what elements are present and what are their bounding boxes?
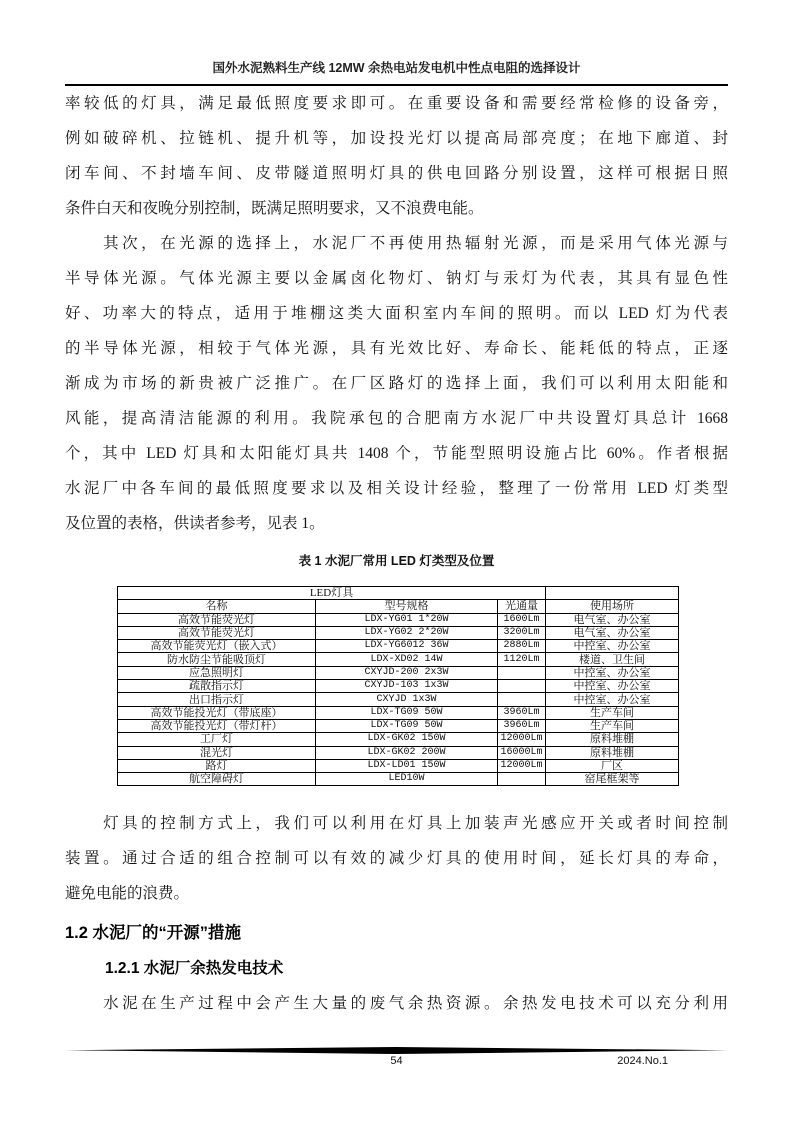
column-header-name: 名称 <box>118 600 316 613</box>
table-cell: 楼道、卫生间 <box>546 653 679 666</box>
text-line: 及位置的表格，供读者参考，见表 1。 <box>65 515 325 532</box>
table-row <box>118 706 679 719</box>
text-line: 例如破碎机、拉链机、提升机等，加设投光灯以提高局部亮度；在地下廊道、封 <box>65 130 728 147</box>
table-cell: 生产车间 <box>546 706 679 719</box>
table-row <box>118 680 679 693</box>
table-row <box>118 666 679 679</box>
table-group-header: LED灯具 <box>118 587 546 600</box>
table-cell: 窑尾框架等 <box>546 773 679 786</box>
column-header-luminous-flux: 光通量 <box>498 600 546 613</box>
column-header-model: 型号规格 <box>316 600 498 613</box>
table-cell <box>498 773 546 786</box>
table-cell: 电气室、办公室 <box>546 613 679 626</box>
table-row <box>118 773 679 786</box>
table-cell <box>498 666 546 679</box>
table-cell: 中控室、办公室 <box>546 680 679 693</box>
table-row <box>118 746 679 759</box>
table-cell: LDX-TG09 50W <box>316 706 498 719</box>
table-caption: 表 1 水泥厂常用 LED 灯类型及位置 <box>298 554 495 568</box>
table-cell: 高效节能荧光灯 <box>118 613 316 626</box>
paragraph-lamp-control <box>65 806 728 911</box>
text-line: 条件白天和夜晚分别控制，既满足照明要求，又不浪费电能。 <box>65 200 484 217</box>
issue-label: 2024.No.1 <box>617 1055 668 1067</box>
column-header-usage-place: 使用场所 <box>546 600 679 613</box>
table-row <box>118 693 679 706</box>
text-line: 水泥厂中各车间的最低照度要求以及相关设计经验，整理了一份常用 LED 灯类型 <box>65 480 728 497</box>
text-line: 其次，在光源的选择上，水泥厂不再使用热辐射光源，而是采用气体光源与 <box>65 235 728 252</box>
table-cell: 高效节能荧光灯（嵌入式） <box>118 640 316 653</box>
table-row <box>118 626 679 639</box>
table-cell: LDX-TG09 50W <box>316 719 498 732</box>
text-line: 灯具的控制方式上，我们可以利用在灯具上加装声光感应开关或者时间控制 <box>65 815 728 832</box>
led-lamp-table <box>117 586 679 786</box>
table-cell: 应急照明灯 <box>118 666 316 679</box>
table-cell: 3200Lm <box>498 626 546 639</box>
table-cell: 中控室、办公室 <box>546 666 679 679</box>
table-row <box>118 719 679 732</box>
text-line: 避免电能的浪费。 <box>65 885 190 902</box>
table-row <box>118 733 679 746</box>
table-group-header-empty-cell <box>546 587 679 600</box>
table-cell: 疏散指示灯 <box>118 680 316 693</box>
table-cell: 原料堆棚 <box>546 746 679 759</box>
table-cell: LDX-LD01 150W <box>316 759 498 772</box>
table-cell: 生产车间 <box>546 719 679 732</box>
table-row <box>118 759 679 772</box>
running-header-title: 国外水泥熟料生产线 12MW 余热电站发电机中性点电阻的选择设计 <box>212 61 581 75</box>
table-cell <box>498 680 546 693</box>
table-cell: LDX-YG02 2*20W <box>316 626 498 639</box>
table-cell: LDX-XD02 14W <box>316 653 498 666</box>
text-line: 半导体光源。气体光源主要以金属卤化物灯、钠灯与汞灯为代表，其具有显色性 <box>65 270 728 287</box>
table-group-header-row <box>118 587 679 600</box>
table-cell: CXYJD 1x3W <box>316 693 498 706</box>
table-cell: LED10W <box>316 773 498 786</box>
table-cell: 1600Lm <box>498 613 546 626</box>
table-cell: 12000Lm <box>498 733 546 746</box>
paragraph-waste-heat <box>65 986 728 1021</box>
table-column-header-row <box>118 600 679 613</box>
paragraph-continuation <box>65 86 728 226</box>
table-cell: 高效节能投光灯（带灯杆） <box>118 719 316 732</box>
table-cell: CXYJD-200 2x3W <box>316 666 498 679</box>
table-cell: 路灯 <box>118 759 316 772</box>
table-cell: 航空障碍灯 <box>118 773 316 786</box>
table-cell: 厂区 <box>546 759 679 772</box>
table-cell: 3960Lm <box>498 719 546 732</box>
text-line: 闭车间、不封墙车间、皮带隧道照明灯具的供电回路分别设置，这样可根据日照 <box>65 165 728 182</box>
page-number: 54 <box>390 1055 403 1067</box>
table-cell: 2880Lm <box>498 640 546 653</box>
table-cell: 16000Lm <box>498 746 546 759</box>
table-cell: LDX-GK02 200W <box>316 746 498 759</box>
text-line: 风能，提高清洁能源的利用。我院承包的合肥南方水泥厂中共设置灯具总计 1668 <box>65 410 728 427</box>
table-cell: 工厂灯 <box>118 733 316 746</box>
table-cell: 原料堆棚 <box>546 733 679 746</box>
paragraph-light-sources <box>65 226 728 541</box>
text-line: 的半导体光源，相较于气体光源，具有光效比好、寿命长、能耗低的特点，正逐 <box>65 340 728 357</box>
table-cell: 中控室、办公室 <box>546 693 679 706</box>
table-cell: 电气室、办公室 <box>546 626 679 639</box>
footer-rule <box>65 1047 728 1054</box>
text-line: 个，其中 LED 灯具和太阳能灯具共 1408 个，节能型照明设施占比 60%。作者根据 <box>65 445 728 462</box>
text-line: 装置。通过合适的组合控制可以有效的减少灯具的使用时间，延长灯具的寿命， <box>65 850 728 867</box>
table-cell: CXYJD-103 1x3W <box>316 680 498 693</box>
text-line: 好、功率大的特点，适用于堆棚这类大面积室内车间的照明。而以 LED 灯为代表 <box>65 305 728 322</box>
table-cell: LDX-YG01 1*20W <box>316 613 498 626</box>
table-row <box>118 613 679 626</box>
table-cell: 中控室、办公室 <box>546 640 679 653</box>
table-cell: 防水防尘节能吸顶灯 <box>118 653 316 666</box>
table-row <box>118 653 679 666</box>
table-cell: 高效节能荧光灯 <box>118 626 316 639</box>
table-cell: 3960Lm <box>498 706 546 719</box>
section-heading: 1.2 水泥厂的“开源”措施 <box>65 924 242 942</box>
table-cell: LDX-GK02 150W <box>316 733 498 746</box>
table-cell: 高效节能投光灯（带底座） <box>118 706 316 719</box>
table-cell: 混光灯 <box>118 746 316 759</box>
table-cell: 1120Lm <box>498 653 546 666</box>
text-line: 率较低的灯具，满足最低照度要求即可。在重要设备和需要经常检修的设备旁， <box>65 95 728 112</box>
text-line: 水泥在生产过程中会产生大量的废气余热资源。余热发电技术可以充分利用 <box>65 995 728 1012</box>
text-line: 渐成为市场的新贵被广泛推广。在厂区路灯的选择上面，我们可以利用太阳能和 <box>65 375 728 392</box>
table-cell: 12000Lm <box>498 759 546 772</box>
table-cell: LDX-YG6012 36W <box>316 640 498 653</box>
table-cell: 出口指示灯 <box>118 693 316 706</box>
table-cell <box>498 693 546 706</box>
table-row <box>118 640 679 653</box>
subsection-heading: 1.2.1 水泥厂余热发电技术 <box>105 960 284 977</box>
